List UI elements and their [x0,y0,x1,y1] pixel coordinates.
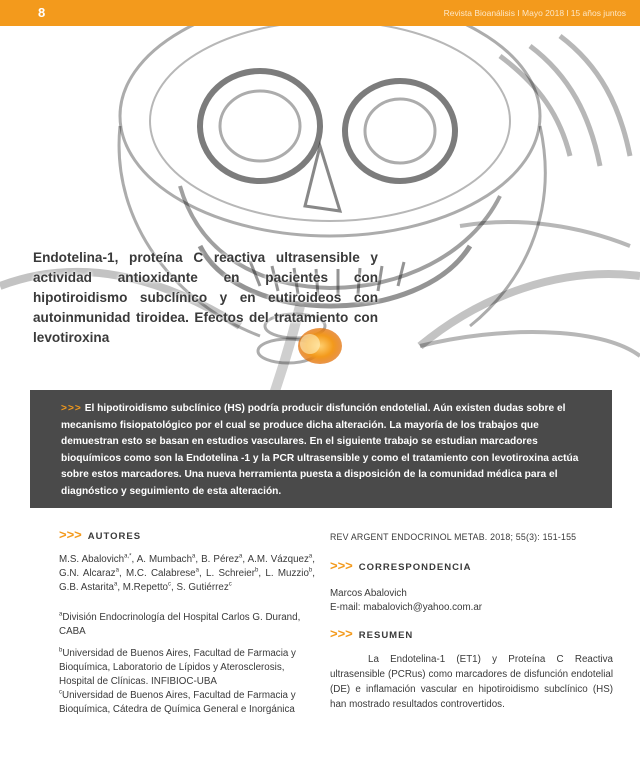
author-name: A. Mumbach [136,554,193,565]
correspondence-name: Marcos Abalovich [330,588,407,599]
author-name: M.S. Abalovich [59,554,125,565]
author-separator: , [242,554,248,565]
resumen-marker: >>> [330,626,353,641]
citation: REV ARGENT ENDOCRINOL METAB. 2018; 55(3): 151-155 [330,532,577,542]
author-affiliation-mark: a,* [124,553,132,560]
affiliation-item [59,647,315,689]
affiliation-text: Universidad de Buenos Aires, Facultad de Farmacia y Bioquímica, Laboratorio de Lípidos y Aterosclerosis, Hospital de Clínicas. INFIBIOC-UBA [59,648,296,687]
correspondence-heading-label: CORRESPONDENCIA [358,562,472,573]
author-name: M.Repetto [122,582,168,593]
affiliation-item [59,689,315,717]
abstract-box [30,390,612,508]
authors-marker: >>> [59,527,82,542]
author-separator: , [131,554,137,565]
resumen-heading [330,626,413,641]
author-affiliation-mark: c [168,581,171,588]
affiliation-mark: c [59,689,62,696]
abstract-text [61,401,586,500]
author-affiliation-mark: b [255,567,259,574]
author-separator: , [312,554,315,565]
author-separator: , [117,582,123,593]
author-separator: , [171,582,177,593]
author-name: G.B. Astarita [59,582,114,593]
author-separator: , [195,554,202,565]
author-affiliation-mark: a [192,553,196,560]
correspondence-marker: >>> [330,558,353,573]
resumen-text: La Endotelina-1 (ET1) y Proteína C Reactiva ultrasensible (PCRus) como marcadores de disfunción endotelial (DE) e inflamación vascular en hipotiroidismo subclínico (HS) han mostrado resultados controvertidos. [330,654,613,710]
hero-xray-illustration [0,26,640,390]
resumen-heading-label: RESUMEN [358,630,414,641]
affiliation-text: División Endocrinología del Hospital Carlos G. Durand, CABA [59,612,301,637]
author-name: M.C. Calabrese [125,568,196,579]
running-head: Revista Bioanálisis I Mayo 2018 l 15 años juntos [443,8,626,18]
affiliation-mark: a [59,611,63,618]
author-affiliation-mark: a [195,567,199,574]
author-affiliation-mark: c [228,581,232,588]
abstract-body: El hipotiroidismo subclínico (HS) podría producir disfunción endotelial. Aún existen dudas sobre el mecanismo fisiopatológico por el cual se produce dicha alteración. La mayoría de los trabajos que demuestran esto se basan en estudios vasculares. En el siguiente trabajo se estudian marcadores bioquímicos como son la Endotelina -1 y la PCR ultrasensible y como el tratamiento con levotiroxina actúa sobre estos marcadores. Una nueva herramienta puesta a disposición de la comunidad médica para el diagnóstico y seguimiento de esta alteración. [61,403,579,497]
author-affiliation-mark: a [308,553,313,560]
authors-heading [59,527,141,542]
header-bar [0,0,640,26]
author-name: L. Muzzio [265,568,309,579]
author-separator: , [312,568,315,579]
affiliation-mark: b [59,647,63,654]
author-list [59,553,315,595]
affiliation-item [59,611,315,639]
article-title: Endotelina-1, proteína C reactiva ultrasensible y actividad antioxidante en pacientes con hipotiroidismo subclínico y en eutiroideos con autoinmunidad tiroidea. Efectos del tratamiento con levotiroxina [33,250,378,345]
authors-heading-label: AUTORES [87,531,142,542]
author-affiliation-mark: b [308,567,313,574]
author-affiliation-mark: a [115,567,119,574]
affiliations [59,611,315,725]
author-name: A.M. Vázquez [247,554,309,565]
author-separator: , [258,568,266,579]
correspondence-email[interactable]: E-mail: mabalovich@yahoo.com.ar [330,602,483,613]
author-name: L. Schreier [206,568,255,579]
abstract-marker: >>> [61,403,82,414]
correspondence-heading [330,558,471,573]
author-name: G.N. Alcaraz [59,568,116,579]
page-number: 8 [38,5,46,20]
author-name: B. Pérez [201,554,240,565]
author-affiliation-mark: a [239,553,243,560]
author-separator: , [198,568,207,579]
affiliation-text: Universidad de Buenos Aires, Facultad de Farmacia y Bioquímica, Cátedra de Química General e Inorgánica [59,690,296,715]
author-name: S. Gutiérrez [176,582,229,593]
author-separator: , [118,568,126,579]
correspondence-block [330,587,482,615]
author-affiliation-mark: a [114,581,118,588]
